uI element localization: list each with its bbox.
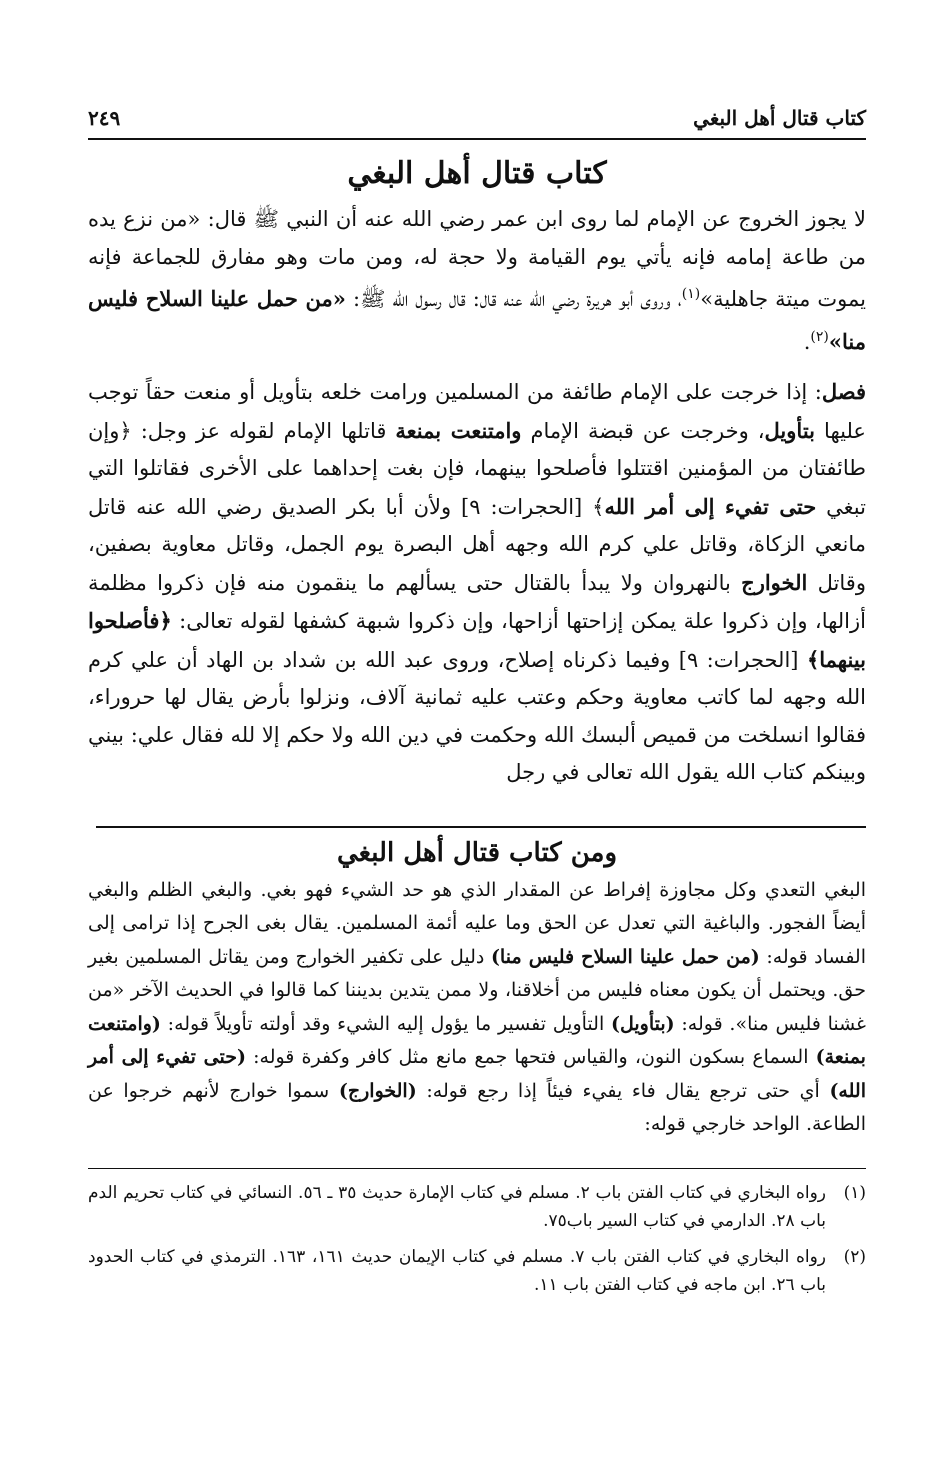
footnote-number: (١) (843, 1182, 866, 1203)
text-run: : إذا خرجت على الإمام طائفة من المسلمين ورامت خلعه بتأويل أو منعت حقاً توجب عليها (88, 380, 866, 443)
chapter-title: كتاب قتال أهل البغي (347, 156, 607, 191)
keyword: ﴿فأصلحوا بينهما﴾ (88, 608, 866, 672)
main-paragraph-2 (88, 373, 866, 792)
keyword: (من حمل علينا السلاح فليس منا) (490, 945, 760, 968)
text-run: بالنهروان ولا يبدأ بالقتال حتى يسألهم ما ينقمون منه فإن ذكروا مظلمة أزالها، وإن ذكروا علة يمكن إزاحتها أزاحها، وإن ذكروا شبهة كشفها لقوله تعالى: (88, 570, 866, 633)
keyword: وامتنعت بمنعة (395, 417, 522, 443)
footnote-divider (88, 1168, 866, 1169)
keyword: (بتأويل) (610, 1012, 675, 1035)
footnote-ref-1[interactable]: (١) (681, 286, 701, 302)
keyword: حتى تفيء إلى أمر الله (604, 493, 817, 519)
running-header (88, 96, 866, 140)
text-run: . (803, 329, 811, 354)
footnote-number: (٢) (843, 1246, 866, 1267)
text-run: التأويل تفسير ما يؤول إليه الشيء وقد أولته تأويلاً قوله: (167, 1012, 605, 1035)
book-page (88, 96, 866, 1307)
text-run: السماع بسكون النون، والقياس فتحها جمع مانع مثل كافر وكفرة قوله: (253, 1046, 809, 1068)
text-run: سموا خوارج لأنهم خرجوا عن الطاعة. الواحد خارجي قوله: (88, 1079, 866, 1135)
footnote-2 (88, 1243, 866, 1299)
footnote-ref-2[interactable]: (٢) (810, 328, 829, 345)
footnote-text: رواه البخاري في كتاب الفتن باب ٧. مسلم في كتاب الإيمان حديث ١٦١، ١٦٣. الترمذي في كتاب الحدود باب ٢٦. ابن ماجه في كتاب الفتن باب ١١. (88, 1246, 826, 1295)
keyword: (وامتنعت بمنعة) (88, 1012, 866, 1068)
text-run: ﴾ [الحجرات: ٩] ولأن أبا بكر الصديق رضي الله عنه قاتل مانعي الزكاة، وقاتل علي كرم الله وجهه أهل البصرة يوم الجمل، وقاتل معاوية بصفين، وقاتل (88, 494, 866, 595)
commentary-divider (96, 826, 866, 828)
commentary-title: ومن كتاب قتال أهل البغي (336, 837, 618, 868)
text-run: أي حتى ترجع يقال فاء يفيء فيئاً إذا رجع قوله: (426, 1079, 820, 1102)
text-run: البغي التعدي وكل مجاوزة إفراط عن المقدار الذي هو حد الشيء فهو بغي. والبغي الظلم والبغي أيضاً الفجور. والباغية التي تعدل عن الحق وما عليه أئمة المسلمين. يقال بغى الجرح إذا ترامى إلى الفساد قوله: (88, 878, 867, 968)
footnote-text: رواه البخاري في كتاب الفتن باب ٢. مسلم في كتاب الإمارة حديث ٣٥ ـ ٥٦. النسائي في كتاب تحريم الدم باب ٢٨. الدارمي في كتاب السير باب٧٥. (88, 1182, 826, 1231)
text-run: دليل على تكفير الخوارج ومن يقاتل المسلمين بغير حق. ويحتمل أن يكون معناه فليس من أخلاقنا، ولا ممن يتدين بديننا كما قالوا في الحديث الآخر «من غشنا فليس منا». قوله: (88, 945, 866, 1035)
text-run: قاتلها الإمام لقوله عز وجل: ﴿وإن طائفتان من المؤمنين اقتتلوا فأصلحوا بينهما، فإن بغت إحداهما على الأخرى فقاتلوا التي تبغي (88, 418, 866, 519)
keyword: (حتى تفيء إلى أمر الله) (88, 1046, 866, 1102)
hadith-quote: «من حمل علينا السلاح فليس منا» (88, 286, 866, 354)
text-run: ، وخرجت عن قبضة الإمام (530, 418, 765, 443)
text-run: ، وروى أبو هريرة رضي الله عنه قال: قال رسول الله ﷺ: (353, 287, 682, 311)
running-title: كتاب قتال أهل البغي (693, 106, 866, 130)
keyword: الخوارج (741, 569, 808, 595)
text-run: [الحجرات: ٩] وفيما ذكرناه إصلاح، وروى عبد الله بن شداد بن الهاد أن علي كرم الله وجهه لما كاتب معاوية وحكم وعتب عليه ثمانية آلاف، ونزلوا بأرض يقال لها حروراء، فقالوا انسلخت من قميص ألبسك الله وحكمت في دين الله ولا حكم إلا لله فقال علي: بيني وبينكم كتاب الله يقول الله تعالى في رجل (88, 647, 866, 784)
main-paragraph-1 (88, 201, 866, 361)
page-number: ٢٤٩ (88, 106, 121, 130)
keyword: بتأويل (764, 417, 816, 443)
section-lead: فصل (821, 379, 866, 404)
footnote-1 (88, 1179, 866, 1235)
keyword: (الخوارج) (338, 1079, 417, 1102)
text-run: لا يجوز الخروج عن الإمام لما روى ابن عمر رضي الله عنه أن النبي ﷺ قال: «من نزع يده من طاعة إمامه فإنه يأتي يوم القيامة ولا حجة له، ومن مات وهو مفارق للجماعة فإنه يموت ميتة جاهلية» (88, 207, 866, 311)
commentary-paragraph (88, 874, 866, 1142)
